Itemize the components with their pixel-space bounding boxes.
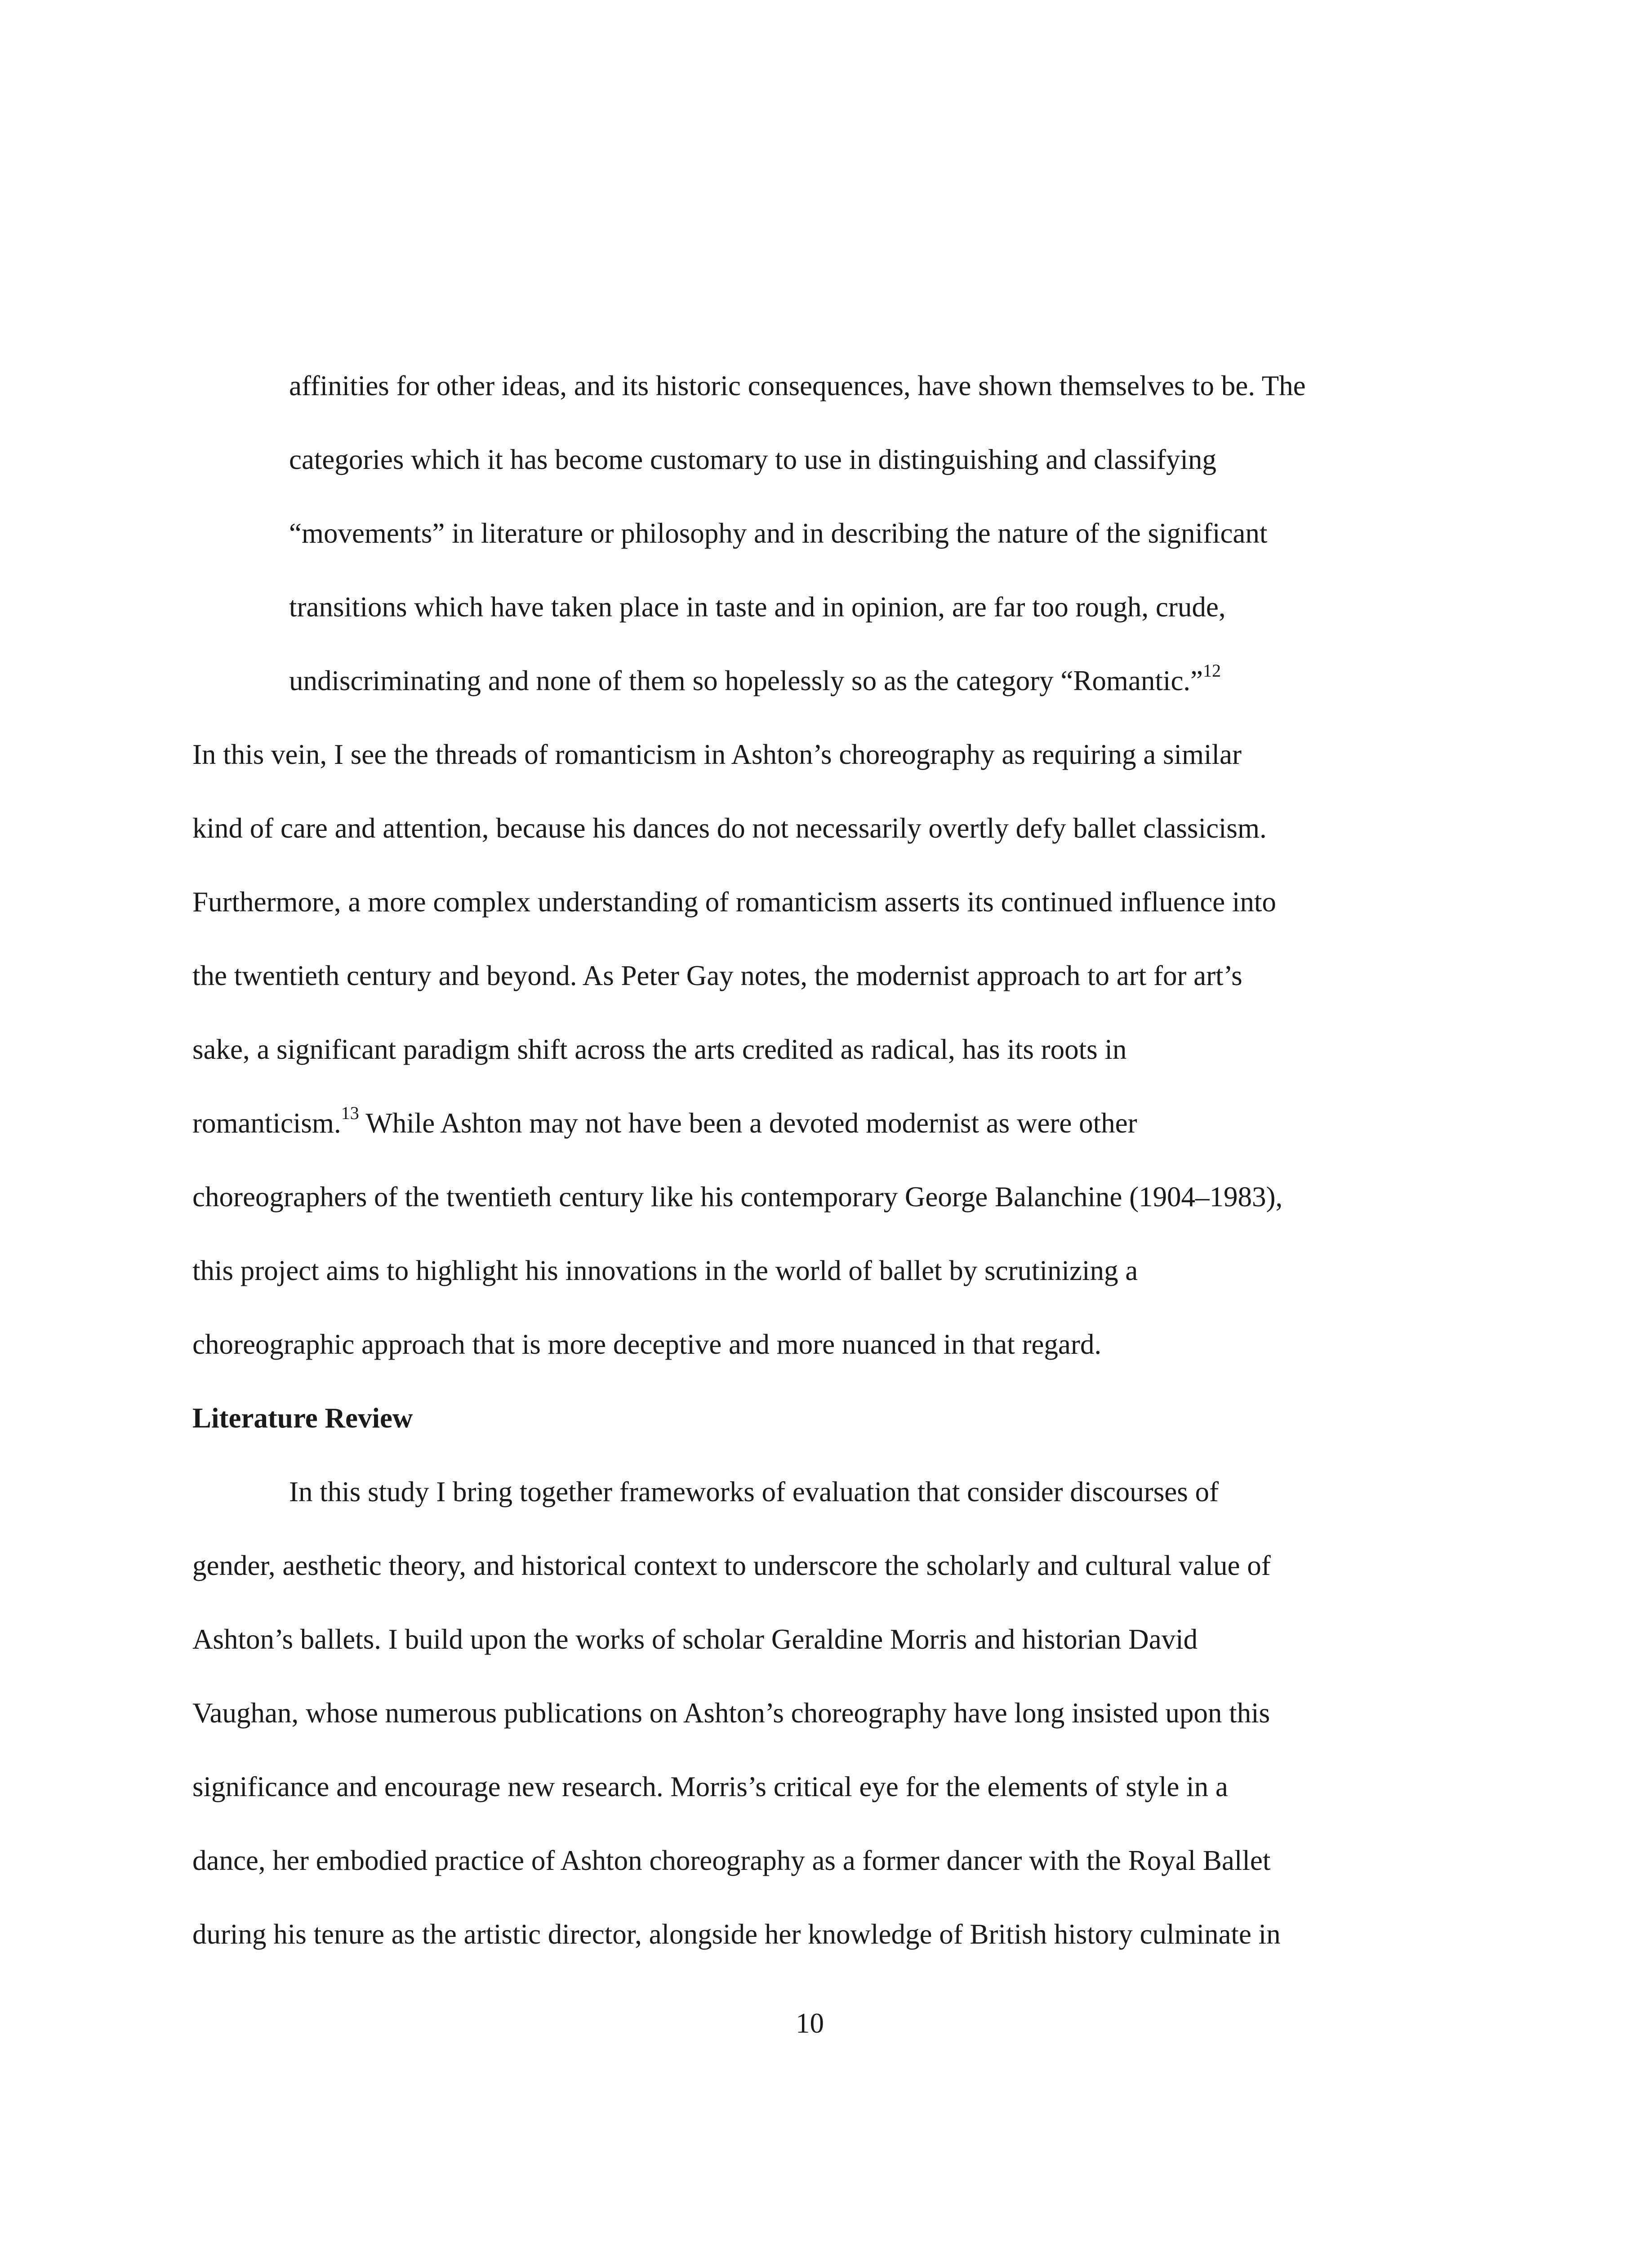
body-line-4: the twentieth century and beyond. As Peter Gay notes, the modernist approach to art for art’s bbox=[192, 960, 1242, 991]
body-line-9: choreographic approach that is more deceptive and more nuanced in that regard. bbox=[192, 1329, 1102, 1360]
section-line-2: gender, aesthetic theory, and historical context to underscore the scholarly and cultural value of bbox=[192, 1550, 1271, 1581]
section-line-5: significance and encourage new research. Morris’s critical eye for the elements of style in a bbox=[192, 1771, 1228, 1802]
quote-line-1: affinities for other ideas, and its historic consequences, have shown themselves to be. The bbox=[289, 370, 1306, 401]
quote-line-4: transitions which have taken place in taste and in opinion, are far too rough, crude, bbox=[289, 591, 1226, 623]
section-heading: Literature Review bbox=[192, 1402, 413, 1434]
body-line-3: Furthermore, a more complex understanding of romanticism asserts its continued influence into bbox=[192, 886, 1276, 918]
section-line-7: during his tenure as the artistic director, alongside her knowledge of British history culminate in bbox=[192, 1918, 1281, 1950]
body-line-6-pre: romanticism. bbox=[192, 1107, 341, 1139]
section-line-4: Vaughan, whose numerous publications on Ashton’s choreography have long insisted upon this bbox=[192, 1697, 1270, 1729]
quote-line-5 bbox=[289, 660, 1221, 699]
body-line-5: sake, a significant paradigm shift across the arts credited as radical, has its roots in bbox=[192, 1034, 1127, 1065]
section-line-1: In this study I bring together frameworks of evaluation that consider discourses of bbox=[289, 1476, 1219, 1508]
footnote-ref-12[interactable]: 12 bbox=[1203, 660, 1221, 681]
body-line-8: this project aims to highlight his innovations in the world of ballet by scrutinizing a bbox=[192, 1255, 1138, 1286]
body-line-2: kind of care and attention, because his dances do not necessarily overtly defy ballet classicism. bbox=[192, 812, 1267, 844]
body-line-6 bbox=[192, 1105, 1137, 1141]
section-line-6: dance, her embodied practice of Ashton choreography as a former dancer with the Royal Ballet bbox=[192, 1845, 1271, 1876]
quote-line-2: categories which it has become customary to use in distinguishing and classifying bbox=[289, 444, 1216, 475]
body-line-6-post: While Ashton may not have been a devoted modernist as were other bbox=[359, 1107, 1137, 1139]
footnote-ref-13[interactable]: 13 bbox=[341, 1103, 359, 1123]
body-line-1: In this vein, I see the threads of romanticism in Ashton’s choreography as requiring a similar bbox=[192, 739, 1242, 770]
quote-line-3: “movements” in literature or philosophy and in describing the nature of the significant bbox=[289, 517, 1268, 549]
body-line-7: choreographers of the twentieth century like his contemporary George Balanchine (1904–1983), bbox=[192, 1181, 1283, 1213]
section-line-3: Ashton’s ballets. I build upon the works of scholar Geraldine Morris and historian David bbox=[192, 1624, 1198, 1655]
quote-line-5-text: undiscriminating and none of them so hopelessly so as the category “Romantic.” bbox=[289, 665, 1203, 696]
page-number: 10 bbox=[796, 2007, 824, 2039]
